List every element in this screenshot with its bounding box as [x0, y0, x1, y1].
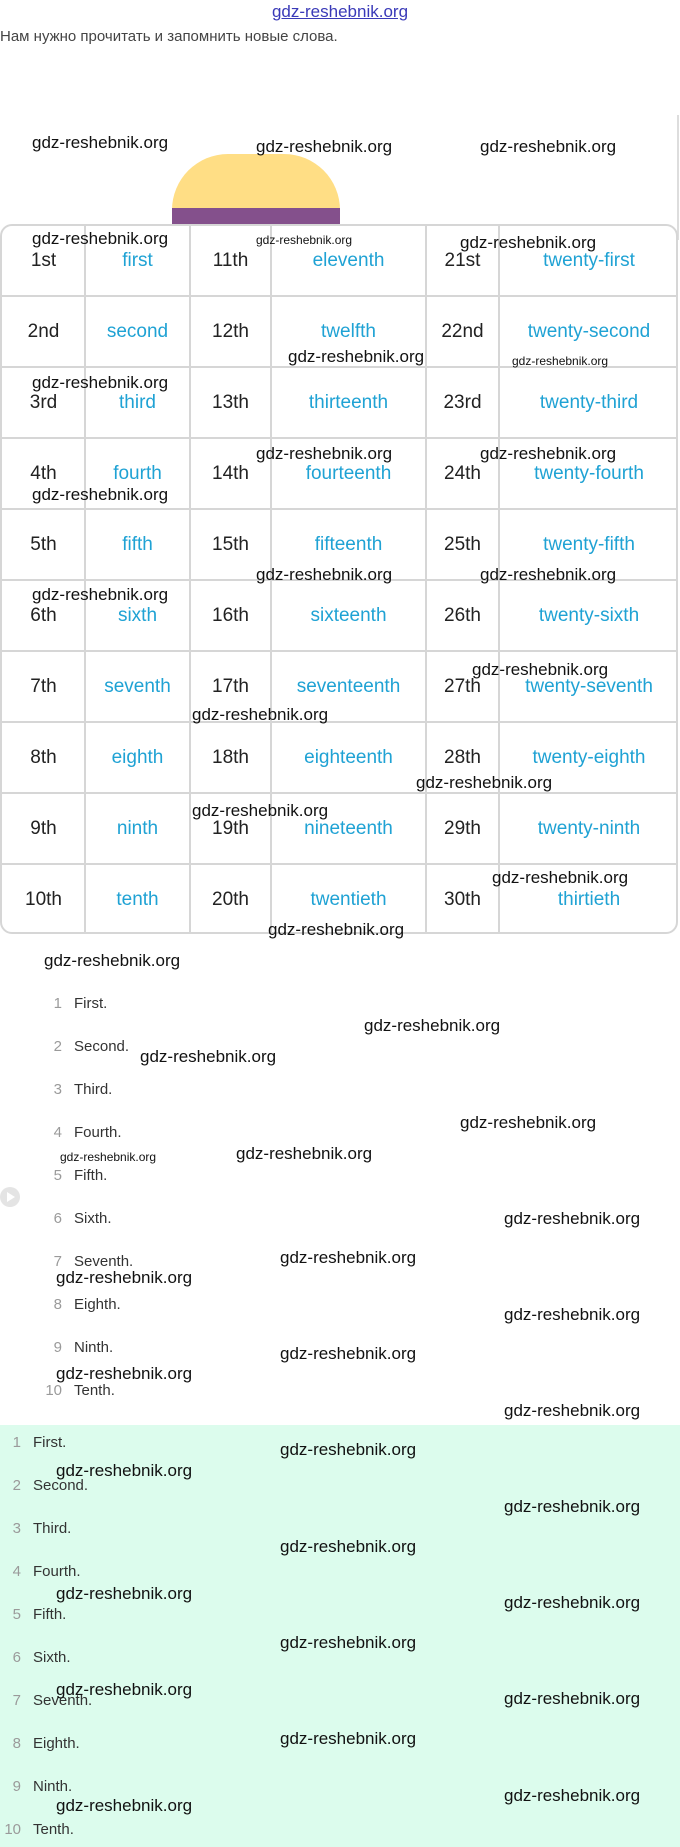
list-item-number: 8 [12, 1735, 21, 1752]
intro-text: Нам нужно прочитать и запомнить новые слова. [0, 28, 338, 45]
list-item-number: 5 [12, 1606, 21, 1623]
list-item-text: Fourth. [33, 1563, 81, 1580]
watermark: gdz-reshebnik.org [280, 1440, 417, 1459]
ordinal-word: twenty-sixth [538, 605, 640, 626]
list-item-number: 8 [53, 1296, 62, 1313]
ordinal-abbreviation: 22nd [441, 321, 484, 342]
ordinal-word: sixth [117, 605, 158, 626]
ordinal-abbreviation: 30th [444, 889, 481, 910]
watermark: gdz-reshebnik.org [480, 137, 617, 156]
ordinal-word: twenty-first [543, 250, 635, 271]
watermark: gdz-reshebnik.org [56, 1268, 193, 1287]
list-item [40, 1124, 122, 1141]
site-link[interactable]: gdz-reshebnik.org [271, 2, 409, 21]
list-item [0, 1649, 71, 1666]
watermark: gdz-reshebnik.org [504, 1497, 641, 1516]
ordinal-word: eighteenth [304, 747, 393, 768]
list-item-number: 3 [12, 1520, 21, 1537]
list-item-text: Second. [74, 1038, 130, 1055]
ordinal-word: fourth [113, 463, 162, 484]
watermark: gdz-reshebnik.org [364, 1016, 501, 1035]
watermark: gdz-reshebnik.org [256, 565, 393, 584]
watermark: gdz-reshebnik.org [480, 565, 617, 584]
watermark: gdz-reshebnik.org [256, 137, 393, 156]
list-item [40, 1038, 129, 1055]
ordinal-abbreviation: 21st [444, 250, 481, 271]
list-item-number: 3 [53, 1081, 62, 1098]
ordinal-word: third [119, 392, 156, 413]
watermark: gdz-reshebnik.org [140, 1047, 277, 1066]
ordinal-abbreviation: 26th [444, 605, 481, 626]
watermark: gdz-reshebnik.org [280, 1729, 417, 1748]
ordinal-abbreviation: 9th [30, 818, 57, 839]
list-item-text: Seventh. [33, 1692, 93, 1709]
watermark: gdz-reshebnik.org [56, 1796, 193, 1815]
watermark: gdz-reshebnik.org [56, 1461, 193, 1480]
list-item-text: Eighth. [33, 1735, 80, 1752]
list-item [40, 1210, 112, 1227]
list-item-number: 4 [53, 1124, 62, 1141]
list-item-text: Eighth. [74, 1296, 121, 1313]
list-item [0, 1520, 71, 1537]
watermark: gdz-reshebnik.org [32, 133, 169, 152]
list-item-number: 2 [53, 1038, 62, 1055]
list-item-number: 9 [12, 1778, 21, 1795]
ordinal-abbreviation: 10th [25, 889, 62, 910]
watermark: gdz-reshebnik.org [504, 1401, 641, 1420]
ordinal-abbreviation: 29th [444, 818, 481, 839]
list-item-number: 7 [53, 1253, 62, 1270]
list-item [40, 1339, 113, 1356]
list-item-text: Second. [33, 1477, 89, 1494]
watermark: gdz-reshebnik.org [504, 1593, 641, 1612]
scroll-edge [677, 115, 679, 240]
watermark: gdz-reshebnik.org [56, 1584, 193, 1603]
watermark: gdz-reshebnik.org [460, 233, 597, 252]
watermark: gdz-reshebnik.org [512, 354, 609, 368]
list-item [40, 1382, 115, 1399]
watermark: gdz-reshebnik.org [480, 444, 617, 463]
list-item-text: Tenth. [33, 1821, 74, 1838]
ordinal-word: thirteenth [308, 392, 389, 413]
ordinal-abbreviation: 28th [444, 747, 481, 768]
ordinal-word: twelfth [321, 321, 376, 342]
watermark: gdz-reshebnik.org [504, 1209, 641, 1228]
list-item [40, 1167, 107, 1184]
ordinal-word: twenty-fourth [534, 463, 644, 484]
watermark: gdz-reshebnik.org [280, 1537, 417, 1556]
list-item-number: 10 [45, 1382, 62, 1399]
ordinal-word: twenty-seventh [525, 676, 653, 697]
list-item-text: First. [33, 1434, 67, 1451]
list-item-text: Sixth. [74, 1210, 112, 1227]
ordinal-word: tenth [116, 889, 159, 910]
list-item-text: Ninth. [33, 1778, 73, 1795]
watermark: gdz-reshebnik.org [280, 1248, 417, 1267]
list-item-text: Seventh. [74, 1253, 134, 1270]
ordinal-abbreviation: 15th [212, 534, 249, 555]
decorative-pill-top [172, 154, 340, 210]
ordinal-word: twenty-fifth [543, 534, 635, 555]
list-item-number: 1 [53, 995, 62, 1012]
watermark: gdz-reshebnik.org [256, 444, 393, 463]
list-item-text: Third. [74, 1081, 113, 1098]
play-icon[interactable] [0, 1187, 20, 1207]
ordinal-word: seventeenth [296, 676, 401, 697]
list-item [0, 1735, 80, 1752]
list-item-text: Ninth. [74, 1339, 114, 1356]
ordinal-word: twentieth [310, 889, 387, 910]
list-item-text: Tenth. [74, 1382, 115, 1399]
ordinal-abbreviation: 14th [212, 463, 249, 484]
ordinal-abbreviation: 2nd [27, 321, 60, 342]
list-item [0, 1434, 66, 1451]
list-item [40, 1296, 121, 1313]
list-item-text: Sixth. [33, 1649, 71, 1666]
watermark: gdz-reshebnik.org [504, 1305, 641, 1324]
ordinal-abbreviation: 1st [30, 250, 57, 271]
watermark: gdz-reshebnik.org [472, 660, 609, 679]
list-item-number: 7 [12, 1692, 21, 1709]
watermark: gdz-reshebnik.org [32, 229, 169, 248]
ordinal-abbreviation: 11th [212, 250, 249, 271]
ordinal-word: fifth [122, 534, 153, 555]
ordinal-abbreviation: 6th [30, 605, 57, 626]
ordinal-word: nineteenth [304, 818, 393, 839]
ordinal-word: eighth [111, 747, 164, 768]
watermark: gdz-reshebnik.org [288, 347, 425, 366]
ordinal-abbreviation: 3rd [29, 392, 58, 413]
ordinal-abbreviation: 7th [30, 676, 57, 697]
watermark: gdz-reshebnik.org [60, 1150, 157, 1164]
watermark: gdz-reshebnik.org [460, 1113, 597, 1132]
list-item-number: 1 [12, 1434, 21, 1451]
ordinal-word: twenty-third [539, 392, 639, 413]
list-item-text: Third. [33, 1520, 72, 1537]
ordinal-abbreviation: 19th [212, 818, 249, 839]
decorative-pill-bottom [172, 208, 340, 224]
list-item [40, 995, 107, 1012]
ordinal-word: fourteenth [305, 463, 392, 484]
watermark: gdz-reshebnik.org [192, 801, 329, 820]
list-item-number: 5 [53, 1167, 62, 1184]
watermark: gdz-reshebnik.org [56, 1680, 193, 1699]
ordinal-abbreviation: 12th [212, 321, 249, 342]
ordinal-abbreviation: 5th [30, 534, 57, 555]
list-item-number: 6 [12, 1649, 21, 1666]
ordinal-abbreviation: 27th [444, 676, 481, 697]
list-item-number: 9 [53, 1339, 62, 1356]
ordinal-abbreviation: 13th [212, 392, 249, 413]
ordinal-word: second [106, 321, 169, 342]
ordinal-abbreviation: 16th [212, 605, 249, 626]
list-item-number: 4 [12, 1563, 21, 1580]
ordinal-word: seventh [104, 676, 171, 697]
list-item-number: 10 [4, 1821, 21, 1838]
watermark: gdz-reshebnik.org [32, 373, 169, 392]
watermark: gdz-reshebnik.org [504, 1786, 641, 1805]
list-item [0, 1563, 81, 1580]
ordinal-abbreviation: 8th [30, 747, 57, 768]
ordinal-word: twenty-eighth [532, 747, 646, 768]
ordinal-abbreviation: 4th [30, 463, 57, 484]
ordinal-word: eleventh [312, 250, 385, 271]
list-item-number: 2 [12, 1477, 21, 1494]
list-item-number: 6 [53, 1210, 62, 1227]
watermark: gdz-reshebnik.org [504, 1689, 641, 1708]
watermark: gdz-reshebnik.org [236, 1144, 373, 1163]
watermark: gdz-reshebnik.org [32, 585, 169, 604]
watermark: gdz-reshebnik.org [280, 1633, 417, 1652]
list-item-text: First. [74, 995, 108, 1012]
watermark: gdz-reshebnik.org [268, 920, 405, 939]
list-item-text: Fifth. [33, 1606, 67, 1623]
ordinal-abbreviation: 18th [212, 747, 249, 768]
ordinal-abbreviation: 23rd [443, 392, 482, 413]
watermark: gdz-reshebnik.org [416, 773, 553, 792]
watermark: gdz-reshebnik.org [44, 951, 181, 970]
ordinal-word: first [122, 250, 153, 271]
watermark: gdz-reshebnik.org [492, 868, 629, 887]
watermark: gdz-reshebnik.org [256, 233, 353, 247]
list-item [0, 1606, 66, 1623]
watermark: gdz-reshebnik.org [56, 1364, 193, 1383]
list-item-text: Fifth. [74, 1167, 108, 1184]
watermark: gdz-reshebnik.org [280, 1344, 417, 1363]
ordinal-abbreviation: 17th [212, 676, 249, 697]
ordinal-word: twenty-ninth [537, 818, 641, 839]
list-item [0, 1778, 72, 1795]
ordinal-abbreviation: 20th [212, 889, 249, 910]
list-item-text: Fourth. [74, 1124, 122, 1141]
ordinal-word: thirtieth [557, 889, 621, 910]
list-item [40, 1081, 112, 1098]
watermark: gdz-reshebnik.org [32, 485, 169, 504]
ordinal-word: fifteenth [314, 534, 383, 555]
list-item [0, 1821, 74, 1838]
ordinal-abbreviation: 24th [444, 463, 481, 484]
ordinal-word: sixteenth [310, 605, 387, 626]
watermark: gdz-reshebnik.org [192, 705, 329, 724]
ordinal-word: twenty-second [527, 321, 651, 342]
ordinal-word: ninth [116, 818, 159, 839]
ordinal-abbreviation: 25th [444, 534, 481, 555]
